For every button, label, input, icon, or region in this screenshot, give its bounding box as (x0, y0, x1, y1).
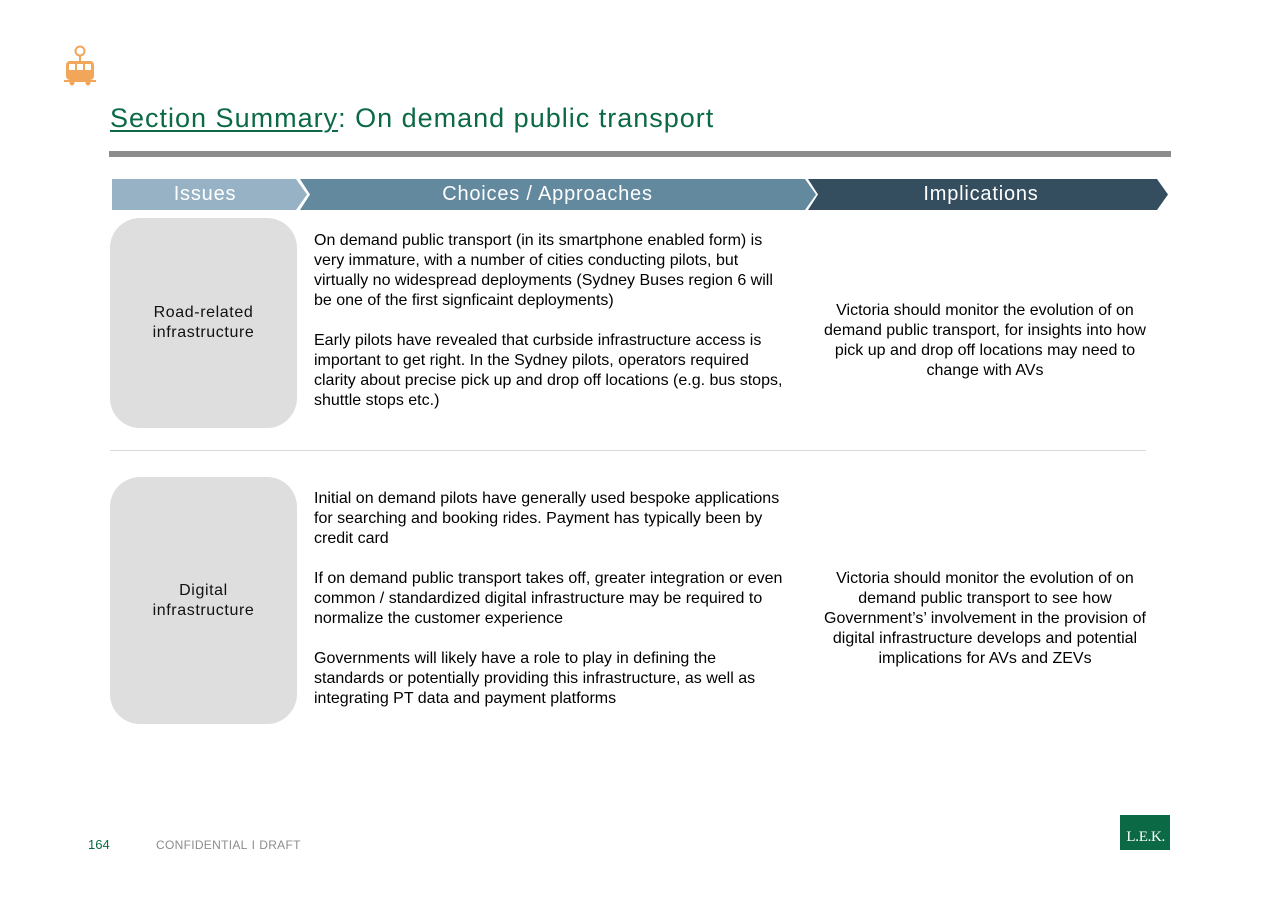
implication-text: Victoria should monitor the evolution of on demand public transport to see how Government’s’ involvement in the provision of digital infrastructure develops and potential implications for AVs and ZEVs (824, 570, 1146, 667)
implication-digital (808, 568, 1162, 670)
section-summary-link[interactable]: Section Summary (110, 103, 339, 133)
footer-separator: I (251, 838, 256, 852)
bus-location-icon (62, 44, 98, 86)
implication-text: Victoria should monitor the evolution of on demand public transport, for insights into how pick up and drop off locations may need to change with AVs (824, 301, 1146, 379)
confidential-label: CONFIDENTIAL (156, 838, 248, 852)
choice-paragraph: Early pilots have revealed that curbside infrastructure access is important to get right. In the Sydney pilots, operators required clarity about precise pick up and drop off locations (e.g. bus stops, shuttle stops etc.) (314, 332, 783, 409)
issue-box-road (110, 218, 297, 428)
issues-header: Issues (173, 183, 237, 205)
draft-label: DRAFT (259, 838, 301, 852)
implications-header: Implications (923, 183, 1039, 205)
issue-label: Road-related infrastructure (152, 304, 255, 341)
issue-box-digital (110, 477, 297, 724)
choices-digital (314, 489, 790, 709)
choice-paragraph: Governments will likely have a role to play in defining the standards or potentially providing this infrastructure, as well as integrating PT data and payment platforms (314, 650, 756, 707)
choice-paragraph: On demand public transport (in its smartphone enabled form) is very immature, with a number of cities conducting pilots, but virtually no widespread deployments (Sydney Buses region 6 will be one of the first signficaint deployments) (314, 232, 773, 309)
issue-label: Digital infrastructure (152, 581, 255, 619)
implication-road (808, 218, 1162, 463)
page-number: 164 (88, 837, 110, 852)
page-title (110, 103, 714, 134)
choices-header: Choices / Approaches (442, 183, 653, 205)
choices-road (314, 231, 790, 411)
choice-paragraph: If on demand public transport takes off, greater integration or even common / standardized digital infrastructure may be required to normalize the customer experience (314, 570, 783, 627)
lek-logo: L.E.K. (1120, 815, 1170, 850)
page-title-rest: : On demand public transport (338, 103, 715, 133)
title-rule (109, 151, 1171, 157)
row-divider (110, 450, 1146, 451)
choice-paragraph: Initial on demand pilots have generally used bespoke applications for searching and booking rides. Payment has typically been by credit card (314, 490, 780, 547)
footer-classification (156, 838, 301, 852)
